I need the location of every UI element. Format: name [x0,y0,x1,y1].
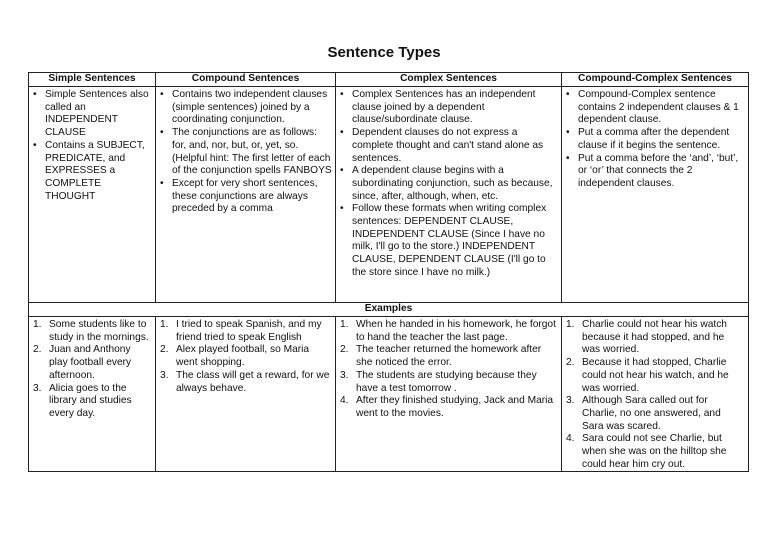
example-number: 1. [566,319,575,330]
example-text: Although Sara called out for Charlie, no one answered, and Sara was scared. [582,395,721,432]
examples-cell-compound [156,317,336,472]
example-number: 2. [33,344,42,356]
example-number: 2. [340,344,349,356]
example-text: When he handed in his homework, he forgot to hand the teacher the last page. [356,319,556,343]
example-text: The students are studying because they have a test tomorrow . [356,369,537,394]
example-text: Alicia goes to the library and studies every day. [49,382,132,419]
example-item [159,344,332,369]
example-text: The teacher returned the homework after she noticed the error. [356,344,542,369]
header-compound: Compound Sentences [156,73,336,87]
example-number: 3. [33,382,42,394]
description-bullet: • Put a comma before the ‘and’, ‘but’, or ‘or’ that connects the 2 independent clauses. [565,153,745,191]
example-number: 3. [160,369,169,381]
example-item [565,357,745,395]
example-text: Some students like to study in the mornings. [49,319,149,343]
example-item [565,433,745,471]
example-item [339,395,558,420]
example-text: Charlie could not hear his watch because it had stopped, and he was worried. [582,319,727,356]
description-bullet: • Follow these formats when writing complex sentences: DEPENDENT CLAUSE, INDEPENDENT CLAUSE (Since I have no milk, I'll go to the store.) INDEPENDENT CLAUSE, DEPENDENT CLAUSE (I'll go to the store since I have no milk.) [339,203,558,279]
example-text: I tried to speak Spanish, and my friend tried to speak English [176,319,322,343]
example-number: 1. [340,319,349,330]
example-number: 1. [160,319,169,330]
example-item [339,344,558,369]
example-item [159,370,332,395]
description-bullet: • Contains two independent clauses (simple sentences) joined by a coordinating conjunction. [159,89,332,127]
header-simple: Simple Sentences [29,73,156,87]
description-bullet: • Contains a SUBJECT, PREDICATE, and EXPRESSES a COMPLETE THOUGHT [32,140,152,204]
page-title: Sentence Types [327,44,441,61]
example-item [32,344,152,382]
example-number: 3. [340,369,349,381]
example-number: 2. [160,344,169,356]
example-number: 3. [566,395,575,407]
header-complex: Complex Sentences [336,73,562,87]
example-item [565,395,745,433]
sentence-types-table [28,72,749,472]
description-cell-complex [336,87,562,303]
example-number: 2. [566,357,575,369]
example-text: Because it had stopped, Charlie could not hear his watch, and he was worried. [582,357,729,394]
example-number: 4. [340,395,349,407]
examples-heading: Examples [29,303,749,317]
example-text: The class will get a reward, for we always behave. [176,369,330,394]
description-bullet: • Dependent clauses do not express a complete thought and can't stand alone as sentences. [339,127,558,165]
description-bullet: • The conjunctions are as follows: for, and, nor, but, or, yet, so. (Helpful hint: The first letter of each of the conjunction spells FANBOYS [159,127,332,178]
description-bullet: • Except for very short sentences, these conjunctions are always preceded by a comma [159,178,332,216]
examples-header-row [29,303,749,317]
header-row [29,73,749,87]
description-cell-compound [156,87,336,303]
description-row [29,87,749,303]
example-number: 4. [566,433,575,445]
example-text: Sara could not see Charlie, but when she was on the hilltop she could hear him cry out. [582,433,727,470]
examples-cell-complex [336,317,562,472]
example-item [32,319,152,344]
example-text: Alex played football, so Maria went shopping. [176,344,310,369]
examples-cell-simple [29,317,156,472]
description-cell-simple [29,87,156,303]
examples-row [29,317,749,472]
example-item [339,319,558,344]
example-item [565,319,745,357]
examples-cell-compound-complex [562,317,749,472]
description-bullet: • Complex Sentences has an independent clause joined by a dependent clause/subordinate clause. [339,89,558,127]
description-cell-compound-complex [562,87,749,303]
example-text: Juan and Anthony play football every afternoon. [49,344,132,381]
example-item [32,383,152,421]
example-item [159,319,332,344]
description-bullet: • Put a comma after the dependent clause if it begins the sentence. [565,127,745,152]
header-compound-complex: Compound-Complex Sentences [562,73,749,87]
example-text: After they finished studying, Jack and Maria went to the movies. [356,395,554,419]
description-bullet: • Compound-Complex sentence contains 2 independent clauses & 1 dependent clause. [565,89,745,127]
example-number: 1. [33,319,42,330]
description-bullet: • A dependent clause begins with a subordinating conjunction, such as because, since, after, although, when, etc. [339,165,558,203]
example-item [339,370,558,395]
description-bullet: • Simple Sentences also called an INDEPENDENT CLAUSE [32,89,152,140]
